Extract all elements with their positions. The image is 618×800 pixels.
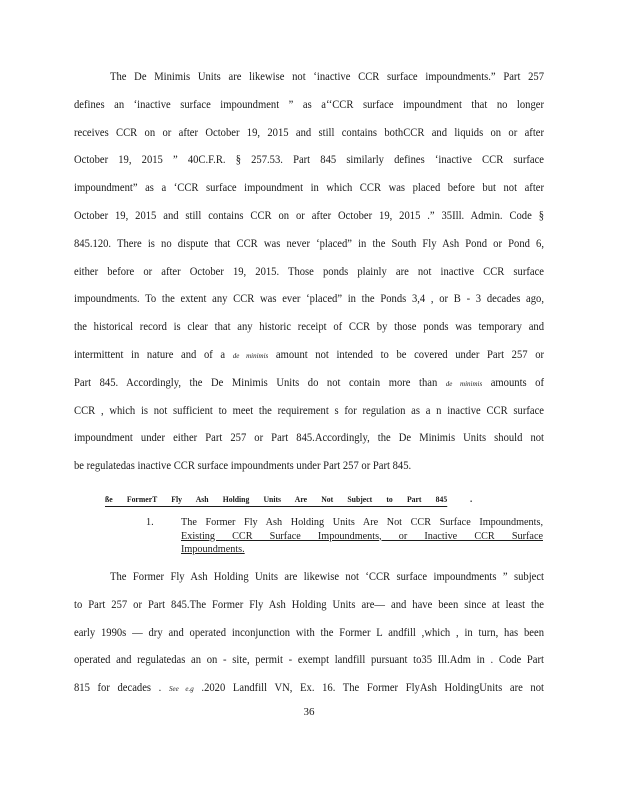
italic-term: de minimis (445, 379, 483, 389)
subsection-line: The Former Fly Ash Holding Units Are Not CCR Surface Impoundments, (181, 517, 543, 528)
text-line: operated and regulatedas an on - site, permit - exempt landfill pursuant to35 Ill.Adm in . Code Part (74, 654, 544, 667)
text-line: October 19, 2015 and still contains CCR on or after October 19, 2015 .” 35Ill. Admin. Code § (74, 210, 544, 223)
text-line: to Part 257 or Part 845.The Former Fly Ash Holding Units are— and have been since at least the (74, 599, 544, 612)
text-line: impoundment” as a ‘CCR surface impoundment in which CCR was placed before but not after (74, 182, 544, 195)
text-line: 815 for decades . See e.g .2020 Landfill VN, Ex. 16. The Former FlyAsh HoldingUnits are not (74, 682, 544, 695)
italic-term: de minimis (232, 351, 269, 361)
section-heading: ße FormerT Fly Ash Holding Units Are Not Subject to Part 845 (105, 494, 447, 507)
paragraph-de-minimis (74, 64, 544, 481)
subsection-line: Existing CCR Surface Impoundments, or Inactive CCR Surface (181, 530, 543, 542)
text-line: impoundments. To the extent any CCR was ever ‘placed” in the Ponds 3,4 , or B - 3 decades ago, (74, 293, 544, 306)
text-line: intermittent in nature and of a de minimis amount not intended to be covered under Part 257 or (74, 349, 545, 362)
italic-citation-signal: See e.g (168, 684, 194, 694)
text-line: CCR , which is not sufficient to meet the requirement s for regulation as a n inactive CCR surface (74, 405, 544, 417)
text-line: 845.120. There is no dispute that CCR was never ‘placed” in the South Fly Ash Pond or Pond 6, (74, 238, 544, 251)
text-line: early 1990s — dry and operated inconjunction with the Former L andfill ,which , in turn, has been (74, 627, 544, 640)
text-line: defines an ‘inactive surface impoundment ” as a‘‘CCR surface impoundment that no longer (74, 99, 544, 112)
text-line: The Former Fly Ash Holding Units are likewise not ‘CCR surface impoundments ” subject (110, 571, 544, 584)
text-line: October 19, 2015 ” 40C.F.R. § 257.53. Part 845 similarly defines ‘inactive CCR surface (74, 154, 544, 167)
text-line: Part 845. Accordingly, the De Minimis Units do not contain more than de minimis amounts of (74, 377, 544, 390)
page-number: 36 (303, 706, 315, 718)
text-line: The De Minimis Units are likewise not ‘inactive CCR surface impoundments.” Part 257 (110, 71, 544, 84)
subsection-line: Impoundments. (181, 544, 245, 555)
text-line: receives CCR on or after October 19, 2015 and still contains bothCCR and liquids on or after (74, 127, 544, 140)
subsection-number: 1. (146, 517, 154, 528)
section-heading-period: . (470, 494, 473, 504)
paragraph-fly-ash (74, 564, 544, 703)
text-line: be regulatedas inactive CCR surface impoundments under Part 257 or Part 845. (74, 460, 412, 473)
text-line: impoundment under either Part 257 or Part 845.Accordingly, the De Minimis Units should not (74, 432, 544, 445)
text-line: either before or after October 19, 2015. Those ponds plainly are not inactive CCR surface (74, 266, 544, 278)
text-line: the historical record is clear that any historic receipt of CCR by those ponds was temporary and (74, 321, 544, 334)
